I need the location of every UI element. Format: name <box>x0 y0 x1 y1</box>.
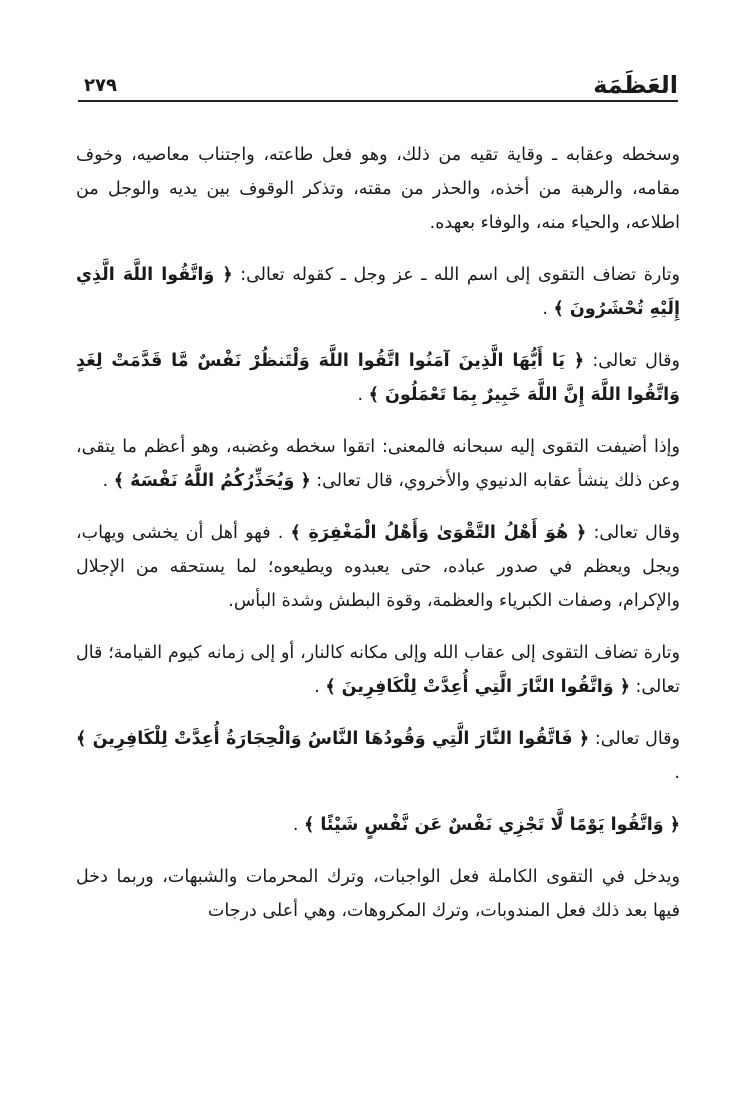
paragraph-text: وسخطه وعقابه ـ وقاية تقيه من ذلك، وهو فعل طاعته، واجتناب معاصيه، وخوف مقامه، والرهبة من أخذه، والحذر من مقته، وتذكر الوقوف بين يديه والوجل من اطلاعه، والحياء منه، والوفاء بعهده. <box>76 145 680 233</box>
quran-verse: ﴿ يَا أَيُّهَا الَّذِينَ آمَنُوا اتَّقُوا اللَّهَ وَلْتَنظُرْ نَفْسٌ مَّا قَدَّمَتْ لِغَدٍ وَاتَّقُوا اللَّهَ إِنَّ اللَّهَ خَبِيرٌ بِمَا تَعْمَلُونَ ﴾ <box>76 351 680 405</box>
body-text <box>76 138 680 946</box>
paragraph-text: . <box>102 471 114 491</box>
paragraph-text: . فهو أهل أن يخشى ويهاب، ويجل ويعظم في صدور عباده، حتى يعبدوه ويطيعوه؛ لما يستحقه من الإجلال والإكرام، وصفات الكبرياء والعظمة، وقوة البطش وشدة البأس. <box>76 523 680 611</box>
quran-verse: ﴿ فَاتَّقُوا النَّارَ الَّتِي وَقُودُهَا النَّاسُ وَالْحِجَارَةُ أُعِدَّتْ لِلْكَافِرِينَ ﴾ <box>76 729 590 749</box>
paragraph-text: وقال تعالى: <box>586 523 680 543</box>
page-header <box>78 64 678 102</box>
quran-verse: ﴿ وَاتَّقُوا النَّارَ الَّتِي أُعِدَّتْ لِلْكَافِرِينَ ﴾ <box>325 677 630 697</box>
paragraph-text: ويدخل في التقوى الكاملة فعل الواجبات، وترك المحرمات والشبهات، وربما دخل فيها بعد ذلك فعل المندوبات، وترك المكروهات، وهي أعلى درجات <box>76 867 680 921</box>
paragraph <box>76 860 680 928</box>
paragraph <box>76 258 680 326</box>
paragraph-text: وتارة تضاف التقوى إلى عقاب الله وإلى مكانه كالنار، أو إلى زمانه كيوم القيامة؛ قال تعالى: <box>76 643 680 697</box>
quran-verse: ﴿ وَاتَّقُوا يَوْمًا لَّا تَجْزِي نَفْسٌ عَن نَّفْسٍ شَيْئًا ﴾ <box>303 815 680 835</box>
paragraph-text: وإذا أضيفت التقوى إليه سبحانه فالمعنى: اتقوا سخطه وغضبه، وهو أعظم ما يتقى، وعن ذلك ينشأ عقابه الدنيوي والأخروي، قال تعالى: <box>76 437 680 491</box>
paragraph-text: وقال تعالى: <box>589 729 680 749</box>
paragraph-text: وقال تعالى: <box>584 351 680 371</box>
paragraph-text: وتارة تضاف التقوى إلى اسم الله ـ عز وجل ـ كقوله تعالى: <box>232 265 680 285</box>
quran-verse: ﴿ وَاتَّقُوا اللَّهَ الَّذِي إِلَيْهِ تُحْشَرُونَ ﴾ <box>76 265 680 319</box>
paragraph <box>76 808 680 842</box>
paragraph-text: . <box>542 299 554 319</box>
paragraph <box>76 138 680 240</box>
paragraph <box>76 722 680 790</box>
paragraph <box>76 344 680 412</box>
page-number: ٢٧٩ <box>84 75 117 96</box>
paragraph-text: . <box>357 385 369 405</box>
paragraph <box>76 430 680 498</box>
paragraph <box>76 516 680 618</box>
paragraph-text: . <box>292 815 304 835</box>
paragraph-text: . <box>674 763 680 783</box>
quran-verse: ﴿ وَيُحَذِّرُكُمُ اللَّهُ نَفْسَهُ ﴾ <box>113 471 311 491</box>
paragraph <box>76 636 680 704</box>
chapter-title: العَظَمَة <box>593 71 678 99</box>
quran-verse: ﴿ هُوَ أَهْلُ التَّقْوَىٰ وَأَهْلُ الْمَغْفِرَةِ ﴾ <box>290 523 587 543</box>
paragraph-text: . <box>314 677 326 697</box>
